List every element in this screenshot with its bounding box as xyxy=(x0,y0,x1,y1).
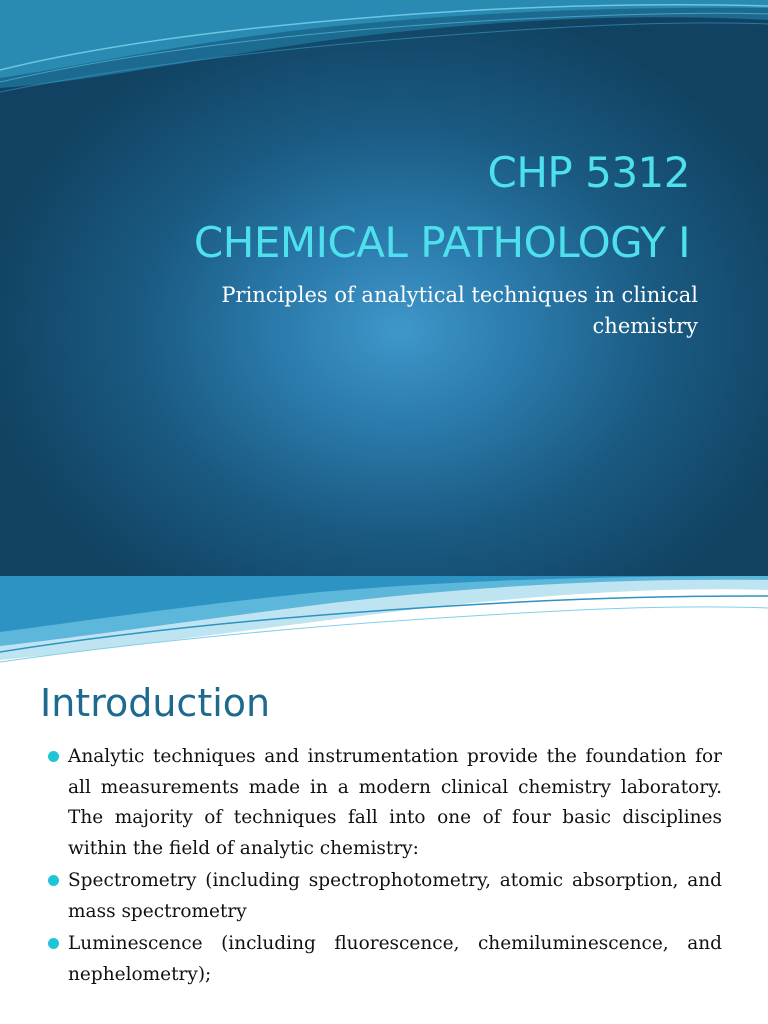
list-item xyxy=(48,929,722,990)
slide-heading: Introduction xyxy=(40,681,271,725)
bullet-list xyxy=(48,742,722,992)
list-item-text: Spectrometry (including spectrophotometry, atomic absorption, and mass spectrometry xyxy=(68,870,722,922)
bullet-icon xyxy=(48,938,59,949)
title-line-course-name: CHEMICAL PATHOLOGY I xyxy=(193,218,690,267)
bullet-icon xyxy=(48,875,59,886)
list-item-text: Luminescence (including fluorescence, chemiluminescence, and nephelometry); xyxy=(68,933,722,985)
list-item-text: Analytic techniques and instrumentation provide the foundation for all measurements made in a modern clinical chemistry laboratory. The majority of techniques fall into one of four basic disciplines within the field of analytic chemistry: xyxy=(68,746,722,859)
slide-subtitle: Principles of analytical techniques in clinical chemistry xyxy=(221,283,698,338)
slide-title xyxy=(194,138,690,278)
top-wave-decoration xyxy=(0,576,768,672)
introduction-slide xyxy=(0,576,768,1024)
top-wave-decoration xyxy=(0,0,768,110)
bullet-icon xyxy=(48,751,59,762)
list-item xyxy=(48,866,722,927)
list-item xyxy=(48,742,722,864)
title-line-course-code: CHP 5312 xyxy=(487,148,690,197)
